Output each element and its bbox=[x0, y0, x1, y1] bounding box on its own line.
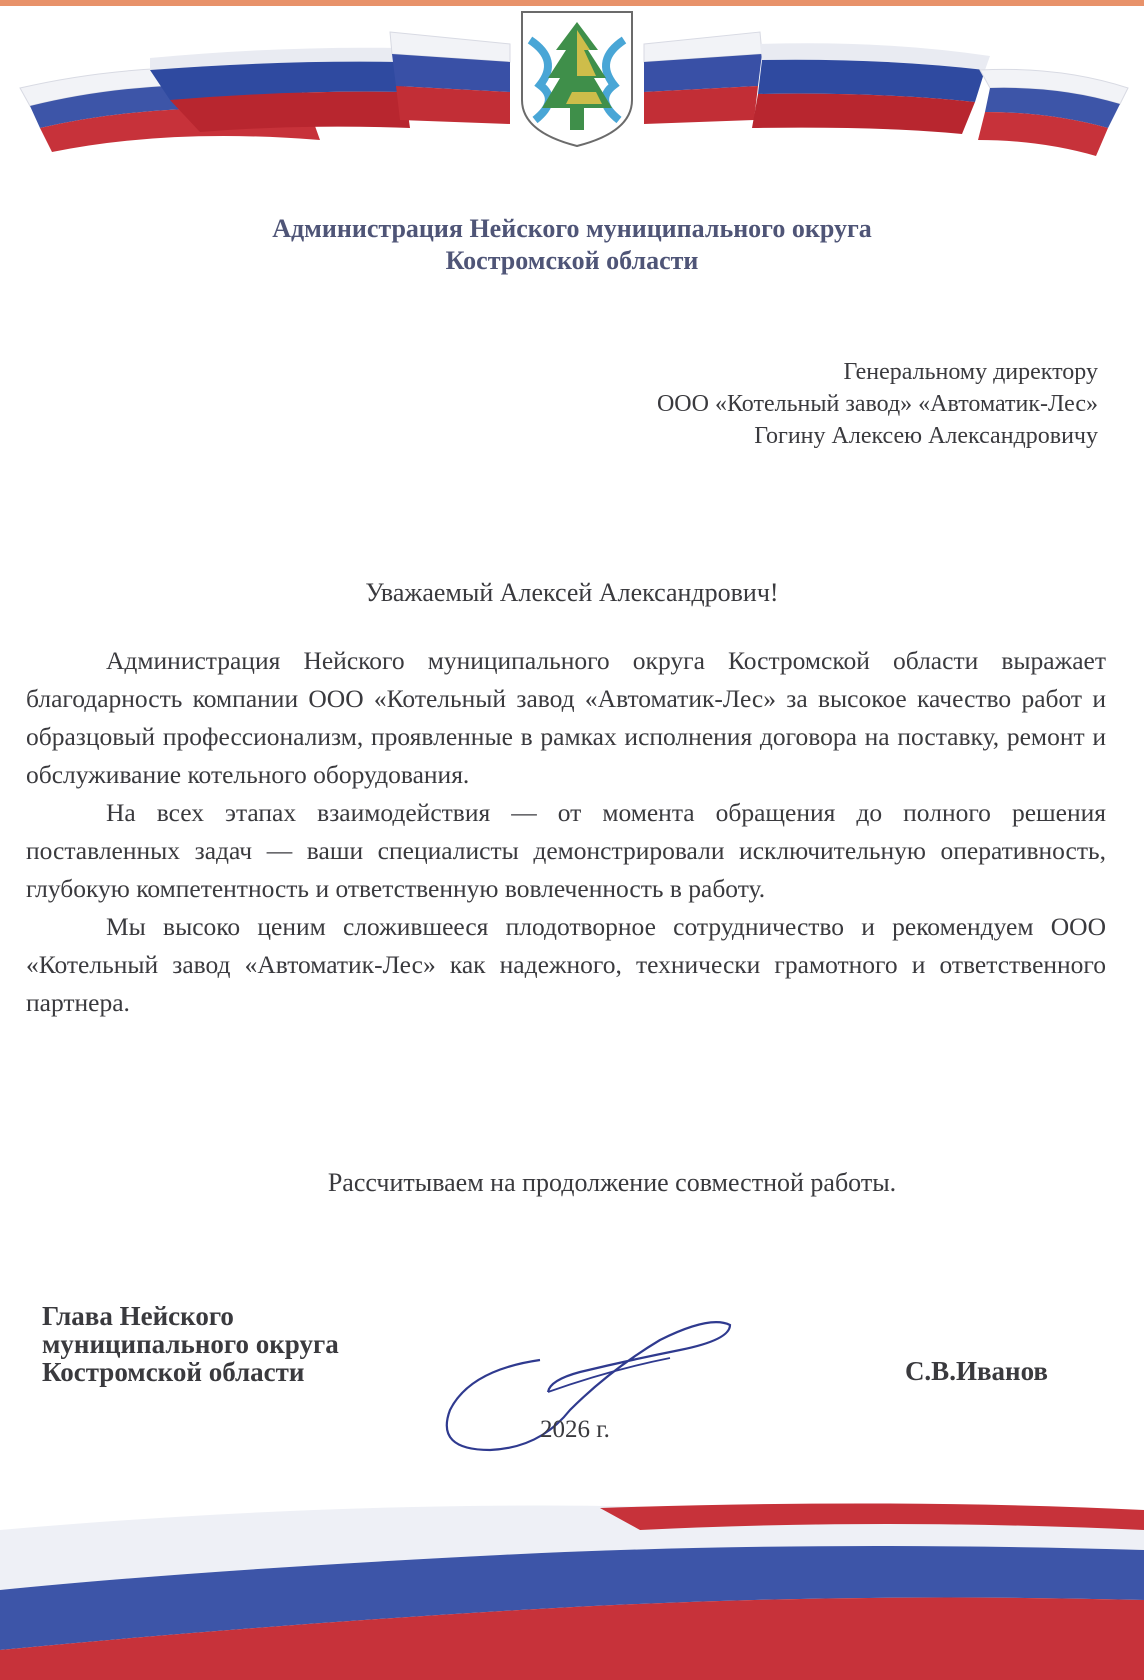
letterhead bbox=[0, 213, 1144, 277]
salutation: Уважаемый Алексей Александрович! bbox=[365, 578, 779, 607]
recipient-block bbox=[657, 356, 1098, 452]
signatory-name: С.В.Иванов bbox=[904, 1356, 1048, 1386]
letter-body bbox=[26, 642, 1106, 1022]
closing-line: Рассчитываем на продолжение совместной работы. bbox=[327, 1168, 897, 1197]
recipient-name: Гогину Алексею Александровичу bbox=[754, 423, 1098, 449]
coat-of-arms-icon bbox=[522, 12, 632, 146]
top-flag-banner bbox=[0, 0, 1144, 180]
body-paragraph-2: На всех этапах взаимодействия — от момента обращения до полного решения поставленных задач — ваши специалисты демонстрировали исключительную оперативность, глубокую компетентность и ответственную вовлеченность в работу. bbox=[26, 798, 1106, 903]
bottom-flag-banner bbox=[0, 1500, 1144, 1680]
signatory-title-line2: муниципального округа bbox=[42, 1329, 339, 1359]
signatory-title-line3: Костромской области bbox=[42, 1357, 305, 1387]
body-paragraph-1: Администрация Нейского муниципального округа Костромской области выражает благодарность компании ООО «Котельный завод «Автоматик-Лес» за высокое качество работ и образцовый профессионализм, проявленные в рамках исполнения договора на поставку, ремонт и обслуживание котельного оборудования. bbox=[26, 646, 1106, 789]
recipient-position: Генеральному директору bbox=[843, 359, 1098, 385]
organization-name-line1: Администрация Нейского муниципального округа bbox=[272, 214, 872, 243]
signatory-title bbox=[42, 1302, 339, 1386]
letter-date: 2026 г. bbox=[540, 1416, 610, 1443]
body-paragraph-3: Мы высоко ценим сложившееся плодотворное сотрудничество и рекомендуем ООО «Котельный завод «Автоматик-Лес» как надежного, технически грамотного и ответственного партнера. bbox=[26, 912, 1106, 1017]
organization-name-line2: Костромской области bbox=[445, 246, 699, 275]
recipient-company: ООО «Котельный завод» «Автоматик-Лес» bbox=[656, 391, 1098, 417]
signatory-title-line1: Глава Нейского bbox=[42, 1301, 234, 1331]
